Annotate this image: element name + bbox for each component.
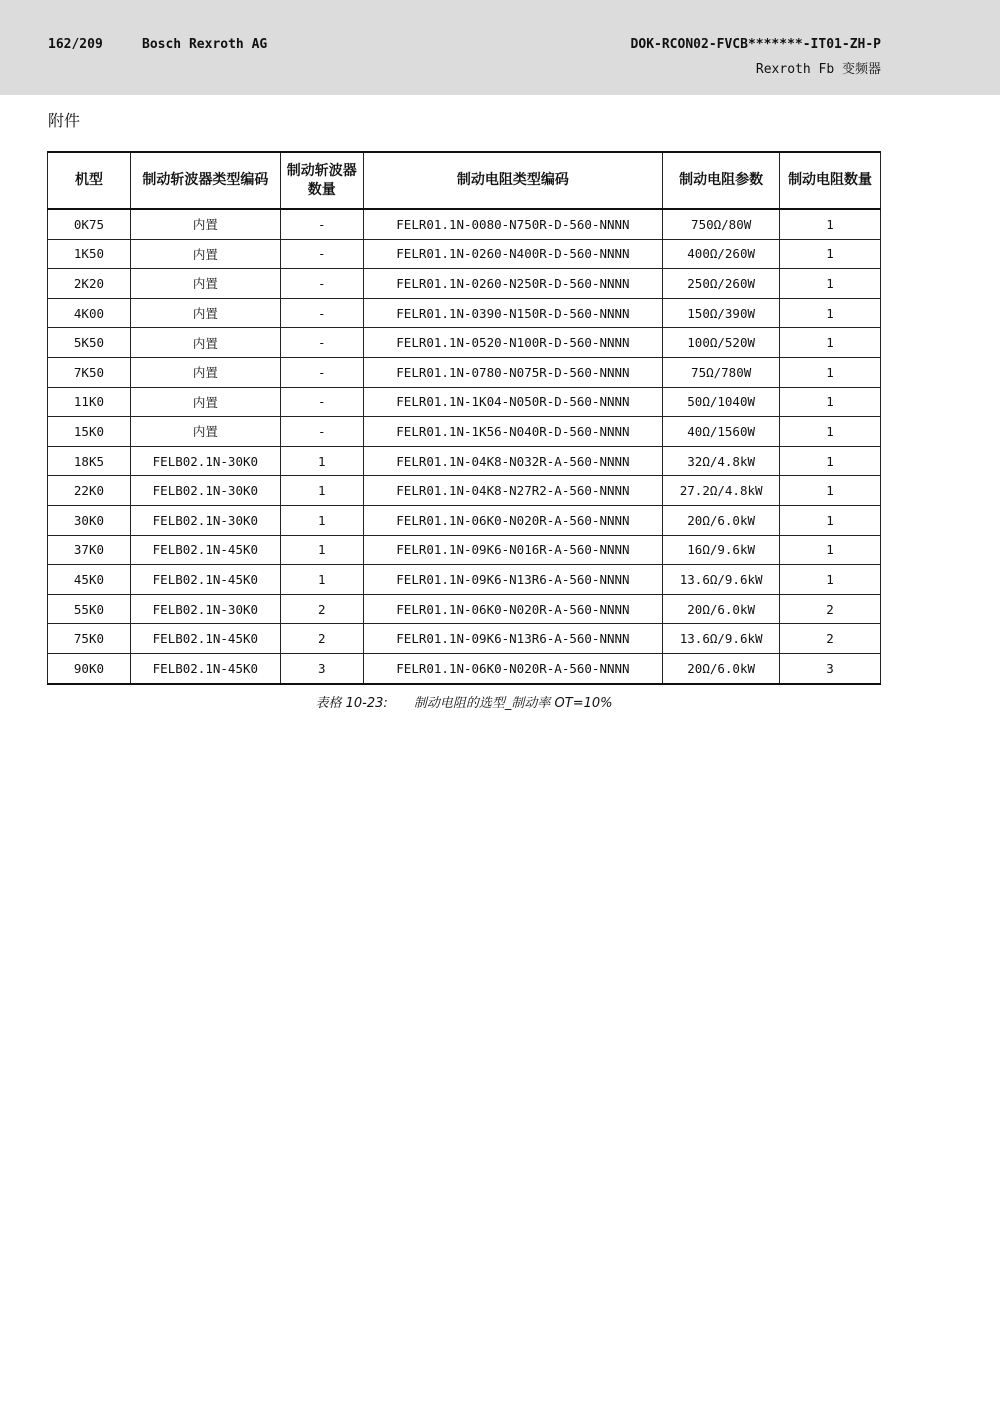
caption-number: 表格 10-23: bbox=[315, 696, 388, 711]
document-id: DOK-RCON02-FVCB*******-IT01-ZH-P bbox=[630, 37, 881, 52]
cell-chopper-code: FELB02.1N-45K0 bbox=[130, 653, 280, 683]
cell-chopper-qty: - bbox=[280, 298, 363, 328]
column-header-model: 机型 bbox=[48, 152, 131, 209]
cell-chopper-qty: 2 bbox=[280, 594, 363, 624]
cell-resistor-qty: 2 bbox=[780, 594, 881, 624]
cell-chopper-code: FELB02.1N-30K0 bbox=[130, 505, 280, 535]
column-header-resistor-qty: 制动电阻数量 bbox=[780, 152, 881, 209]
cell-resistor-qty: 1 bbox=[780, 357, 881, 387]
cell-resistor-code: FELR01.1N-09K6-N016R-A-560-NNNN bbox=[363, 535, 663, 565]
cell-resistor-qty: 1 bbox=[780, 269, 881, 299]
cell-resistor-qty: 1 bbox=[780, 565, 881, 595]
cell-resistor-code: FELR01.1N-06K0-N020R-A-560-NNNN bbox=[363, 653, 663, 683]
cell-resistor-code: FELR01.1N-06K0-N020R-A-560-NNNN bbox=[363, 505, 663, 535]
table-row bbox=[48, 357, 881, 387]
cell-resistor-qty: 1 bbox=[780, 298, 881, 328]
cell-model: 18K5 bbox=[48, 446, 131, 476]
cell-model: 5K50 bbox=[48, 328, 131, 358]
cell-model: 11K0 bbox=[48, 387, 131, 417]
cell-resistor-params: 20Ω/6.0kW bbox=[663, 594, 780, 624]
cell-resistor-params: 750Ω/80W bbox=[663, 209, 780, 239]
cell-resistor-params: 250Ω/260W bbox=[663, 269, 780, 299]
cell-chopper-qty: 1 bbox=[280, 505, 363, 535]
table-row bbox=[48, 565, 881, 595]
table-header-row bbox=[48, 152, 881, 209]
cell-chopper-qty: 1 bbox=[280, 565, 363, 595]
braking-resistor-table bbox=[47, 151, 881, 685]
cell-resistor-params: 150Ω/390W bbox=[663, 298, 780, 328]
cell-resistor-code: FELR01.1N-0080-N750R-D-560-NNNN bbox=[363, 209, 663, 239]
cell-resistor-qty: 1 bbox=[780, 417, 881, 447]
cell-model: 1K50 bbox=[48, 239, 131, 269]
cell-resistor-code: FELR01.1N-09K6-N13R6-A-560-NNNN bbox=[363, 565, 663, 595]
cell-model: 22K0 bbox=[48, 476, 131, 506]
cell-resistor-code: FELR01.1N-0390-N150R-D-560-NNNN bbox=[363, 298, 663, 328]
cell-resistor-params: 32Ω/4.8kW bbox=[663, 446, 780, 476]
cell-chopper-qty: - bbox=[280, 417, 363, 447]
cell-model: 15K0 bbox=[48, 417, 131, 447]
cell-resistor-params: 20Ω/6.0kW bbox=[663, 653, 780, 683]
cell-chopper-code: 内置 bbox=[130, 239, 280, 269]
cell-model: 75K0 bbox=[48, 624, 131, 654]
cell-chopper-code: FELB02.1N-45K0 bbox=[130, 565, 280, 595]
cell-resistor-qty: 1 bbox=[780, 239, 881, 269]
cell-resistor-code: FELR01.1N-0260-N250R-D-560-NNNN bbox=[363, 269, 663, 299]
cell-chopper-code: FELB02.1N-30K0 bbox=[130, 594, 280, 624]
cell-resistor-code: FELR01.1N-04K8-N27R2-A-560-NNNN bbox=[363, 476, 663, 506]
cell-chopper-code: 内置 bbox=[130, 298, 280, 328]
table-row bbox=[48, 417, 881, 447]
table-row bbox=[48, 446, 881, 476]
cell-chopper-code: FELB02.1N-45K0 bbox=[130, 624, 280, 654]
cell-resistor-code: FELR01.1N-0780-N075R-D-560-NNNN bbox=[363, 357, 663, 387]
cell-chopper-code: FELB02.1N-30K0 bbox=[130, 446, 280, 476]
column-header-chopper-qty: 制动斩波器数量 bbox=[280, 152, 363, 209]
table-row bbox=[48, 239, 881, 269]
cell-model: 45K0 bbox=[48, 565, 131, 595]
cell-chopper-code: 内置 bbox=[130, 328, 280, 358]
cell-model: 90K0 bbox=[48, 653, 131, 683]
cell-chopper-qty: - bbox=[280, 387, 363, 417]
cell-chopper-qty: 1 bbox=[280, 535, 363, 565]
cell-model: 37K0 bbox=[48, 535, 131, 565]
cell-chopper-code: FELB02.1N-30K0 bbox=[130, 476, 280, 506]
cell-resistor-qty: 1 bbox=[780, 209, 881, 239]
column-header-chopper-code: 制动斩波器类型编码 bbox=[130, 152, 280, 209]
cell-resistor-params: 400Ω/260W bbox=[663, 239, 780, 269]
cell-resistor-params: 13.6Ω/9.6kW bbox=[663, 624, 780, 654]
table-row bbox=[48, 269, 881, 299]
cell-resistor-qty: 2 bbox=[780, 624, 881, 654]
table-row bbox=[48, 535, 881, 565]
cell-chopper-qty: 2 bbox=[280, 624, 363, 654]
cell-resistor-qty: 1 bbox=[780, 505, 881, 535]
cell-model: 30K0 bbox=[48, 505, 131, 535]
cell-resistor-code: FELR01.1N-06K0-N020R-A-560-NNNN bbox=[363, 594, 663, 624]
cell-model: 4K00 bbox=[48, 298, 131, 328]
table-row bbox=[48, 298, 881, 328]
cell-resistor-params: 20Ω/6.0kW bbox=[663, 505, 780, 535]
cell-resistor-params: 100Ω/520W bbox=[663, 328, 780, 358]
table-row bbox=[48, 328, 881, 358]
cell-resistor-qty: 1 bbox=[780, 535, 881, 565]
cell-resistor-qty: 1 bbox=[780, 387, 881, 417]
cell-chopper-code: 内置 bbox=[130, 209, 280, 239]
cell-chopper-code: 内置 bbox=[130, 387, 280, 417]
cell-resistor-code: FELR01.1N-04K8-N032R-A-560-NNNN bbox=[363, 446, 663, 476]
column-header-resistor-params: 制动电阻参数 bbox=[663, 152, 780, 209]
cell-resistor-params: 40Ω/1560W bbox=[663, 417, 780, 447]
cell-model: 7K50 bbox=[48, 357, 131, 387]
cell-resistor-code: FELR01.1N-09K6-N13R6-A-560-NNNN bbox=[363, 624, 663, 654]
cell-resistor-qty: 1 bbox=[780, 328, 881, 358]
page-number: 162/209 bbox=[48, 37, 103, 52]
cell-resistor-code: FELR01.1N-1K56-N040R-D-560-NNNN bbox=[363, 417, 663, 447]
cell-resistor-qty: 1 bbox=[780, 476, 881, 506]
cell-chopper-code: 内置 bbox=[130, 357, 280, 387]
table-row bbox=[48, 476, 881, 506]
cell-chopper-qty: 3 bbox=[280, 653, 363, 683]
column-header-resistor-code: 制动电阻类型编码 bbox=[363, 152, 663, 209]
cell-chopper-qty: 1 bbox=[280, 476, 363, 506]
cell-resistor-qty: 1 bbox=[780, 446, 881, 476]
cell-resistor-code: FELR01.1N-0260-N400R-D-560-NNNN bbox=[363, 239, 663, 269]
table-row bbox=[48, 209, 881, 239]
cell-resistor-params: 16Ω/9.6kW bbox=[663, 535, 780, 565]
cell-model: 55K0 bbox=[48, 594, 131, 624]
cell-chopper-qty: - bbox=[280, 239, 363, 269]
table-row bbox=[48, 624, 881, 654]
cell-chopper-qty: - bbox=[280, 209, 363, 239]
cell-resistor-params: 50Ω/1040W bbox=[663, 387, 780, 417]
table-row bbox=[48, 505, 881, 535]
table-row bbox=[48, 387, 881, 417]
cell-chopper-qty: 1 bbox=[280, 446, 363, 476]
page-header bbox=[0, 0, 1000, 95]
cell-chopper-code: FELB02.1N-45K0 bbox=[130, 535, 280, 565]
cell-chopper-qty: - bbox=[280, 328, 363, 358]
cell-chopper-code: 内置 bbox=[130, 417, 280, 447]
cell-model: 2K20 bbox=[48, 269, 131, 299]
cell-resistor-params: 27.2Ω/4.8kW bbox=[663, 476, 780, 506]
table-caption bbox=[47, 692, 881, 711]
cell-model: 0K75 bbox=[48, 209, 131, 239]
cell-resistor-params: 13.6Ω/9.6kW bbox=[663, 565, 780, 595]
cell-chopper-code: 内置 bbox=[130, 269, 280, 299]
company-name: Bosch Rexroth AG bbox=[142, 37, 268, 52]
table-row bbox=[48, 653, 881, 683]
cell-chopper-qty: - bbox=[280, 269, 363, 299]
cell-resistor-params: 75Ω/780W bbox=[663, 357, 780, 387]
table-row bbox=[48, 594, 881, 624]
cell-resistor-qty: 3 bbox=[780, 653, 881, 683]
product-name: Rexroth Fb 变频器 bbox=[755, 62, 881, 77]
section-title: 附件 bbox=[48, 111, 81, 130]
table-body bbox=[48, 209, 881, 684]
cell-resistor-code: FELR01.1N-0520-N100R-D-560-NNNN bbox=[363, 328, 663, 358]
cell-resistor-code: FELR01.1N-1K04-N050R-D-560-NNNN bbox=[363, 387, 663, 417]
caption-text: 制动电阻的选型_制动率 OT=10% bbox=[413, 696, 613, 711]
cell-chopper-qty: - bbox=[280, 357, 363, 387]
